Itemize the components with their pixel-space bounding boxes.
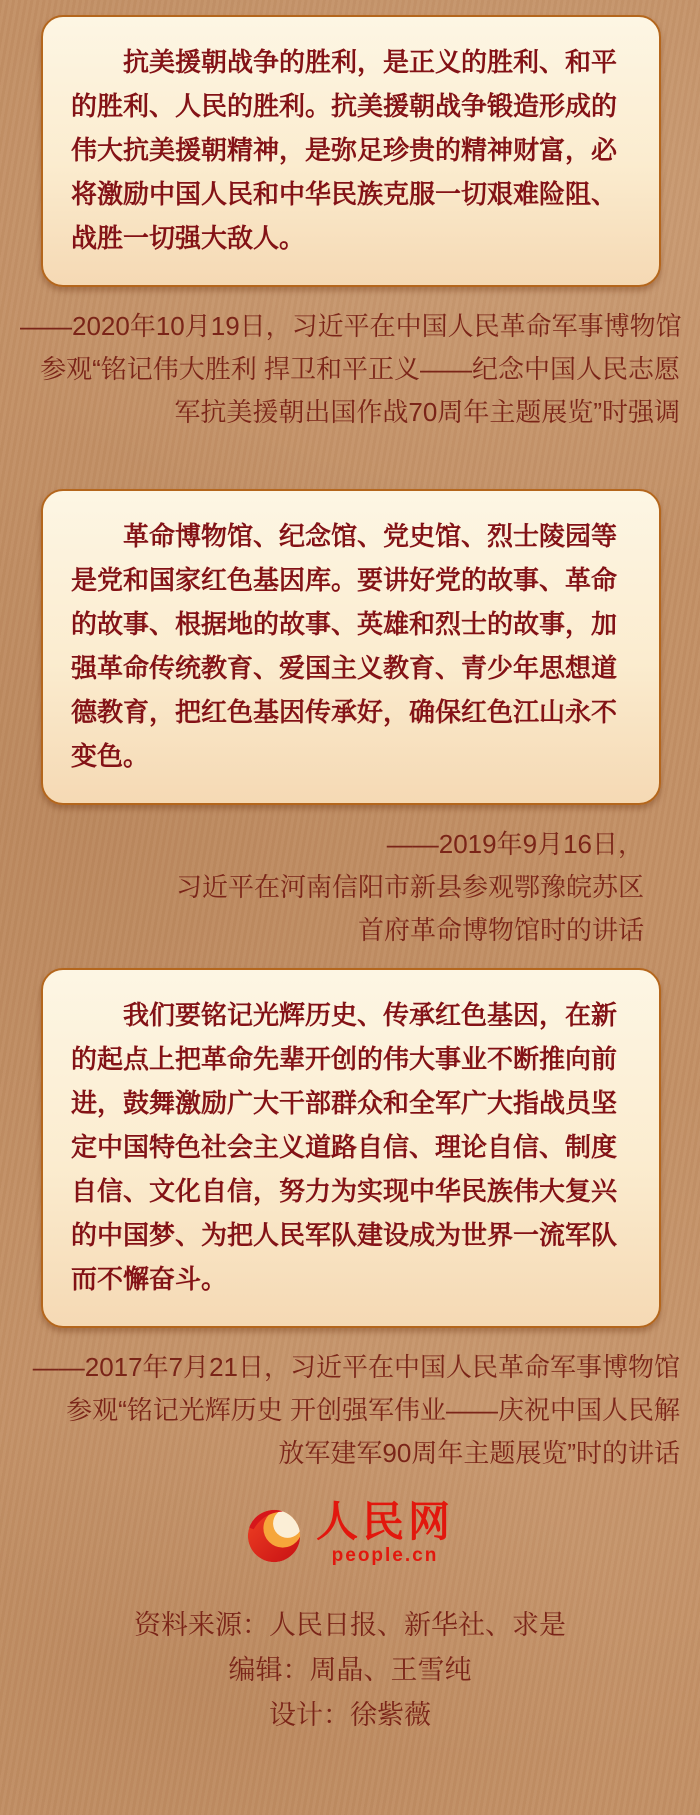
logo-wordmark-renminwang: 人民网 [315, 1500, 454, 1546]
quote-card-3 [41, 968, 661, 1328]
attribution-line: 军抗美援朝出国作战70周年主题展览”时强调 [174, 397, 680, 427]
quote-card-1 [41, 15, 661, 287]
attribution-line: 参观“铭记光辉历史 开创强军伟业——庆祝中国人民解 [66, 1395, 680, 1425]
footer-designer-line: 设计：徐紫薇 [269, 1700, 431, 1730]
footer-source-line: 资料来源：人民日报、新华社、求是 [134, 1610, 566, 1640]
peoples-daily-globe-swirl-icon [246, 1506, 304, 1564]
quote-line: 战胜一切强大敌人。 [71, 224, 306, 253]
attribution-line: ——2020年10月19日，习近平在中国人民革命军事博物馆 [20, 311, 682, 341]
attribution-line: 放军建军90周年主题展览”时的讲话 [278, 1438, 680, 1468]
attribution-2020 [20, 305, 680, 434]
quote-line: 伟大抗美援朝精神，是弥足珍贵的精神财富，必 [71, 136, 618, 165]
quote-line: 自信、文化自信，努力为实现中华民族伟大复兴 [71, 1177, 618, 1206]
quote-line: 抗美援朝战争的胜利，是正义的胜利、和平 [123, 48, 618, 77]
attribution-2019 [20, 823, 644, 952]
attribution-line: 首府革命博物馆时的讲话 [357, 915, 644, 945]
quote-line: 革命博物馆、纪念馆、党史馆、烈士陵园等 [123, 522, 618, 551]
attribution-line: ——2017年7月21日，习近平在中国人民革命军事博物馆 [32, 1352, 680, 1382]
quote-line: 变色。 [71, 742, 150, 771]
attribution-line: 习近平在河南信阳市新县参观鄂豫皖苏区 [175, 872, 644, 902]
quote-line: 的中国梦、为把人民军队建设成为世界一流军队 [71, 1221, 618, 1250]
attribution-line: ——2019年9月16日， [386, 829, 644, 859]
quote-line: 的故事、根据地的故事、英雄和烈士的故事，加 [71, 610, 618, 639]
quote-line: 定中国特色社会主义道路自信、理论自信、制度 [71, 1133, 618, 1162]
quote-card-2 [41, 489, 661, 805]
quote-line: 而不懈奋斗。 [71, 1265, 228, 1294]
attribution-line: 参观“铭记伟大胜利 捍卫和平正义——纪念中国人民志愿 [40, 354, 680, 384]
footer-editor-line: 编辑：周晶、王雪纯 [228, 1655, 472, 1685]
logo-domain-people-cn: people.cn [331, 1545, 439, 1566]
quote-line: 我们要铭记光辉历史、传承红色基因，在新 [123, 1001, 618, 1030]
poster [0, 15, 700, 1815]
peoples-daily-logo [0, 1500, 700, 1566]
attribution-2017 [20, 1346, 680, 1475]
quote-line: 强革命传统教育、爱国主义教育、青少年思想道 [71, 654, 618, 683]
quote-line: 进，鼓舞激励广大干部群众和全军广大指战员坚 [71, 1089, 618, 1118]
quote-line: 的胜利、人民的胜利。抗美援朝战争锻造形成的 [71, 92, 618, 121]
quote-line: 的起点上把革命先辈开创的伟大事业不断推向前 [71, 1045, 618, 1074]
quote-line: 德教育，把红色基因传承好，确保红色江山永不 [71, 698, 618, 727]
quote-line: 将激励中国人民和中华民族克服一切艰难险阻、 [71, 180, 618, 209]
footer-credits [0, 1603, 700, 1738]
quote-line: 是党和国家红色基因库。要讲好党的故事、革命 [71, 566, 618, 595]
logo-text-block [315, 1500, 454, 1567]
